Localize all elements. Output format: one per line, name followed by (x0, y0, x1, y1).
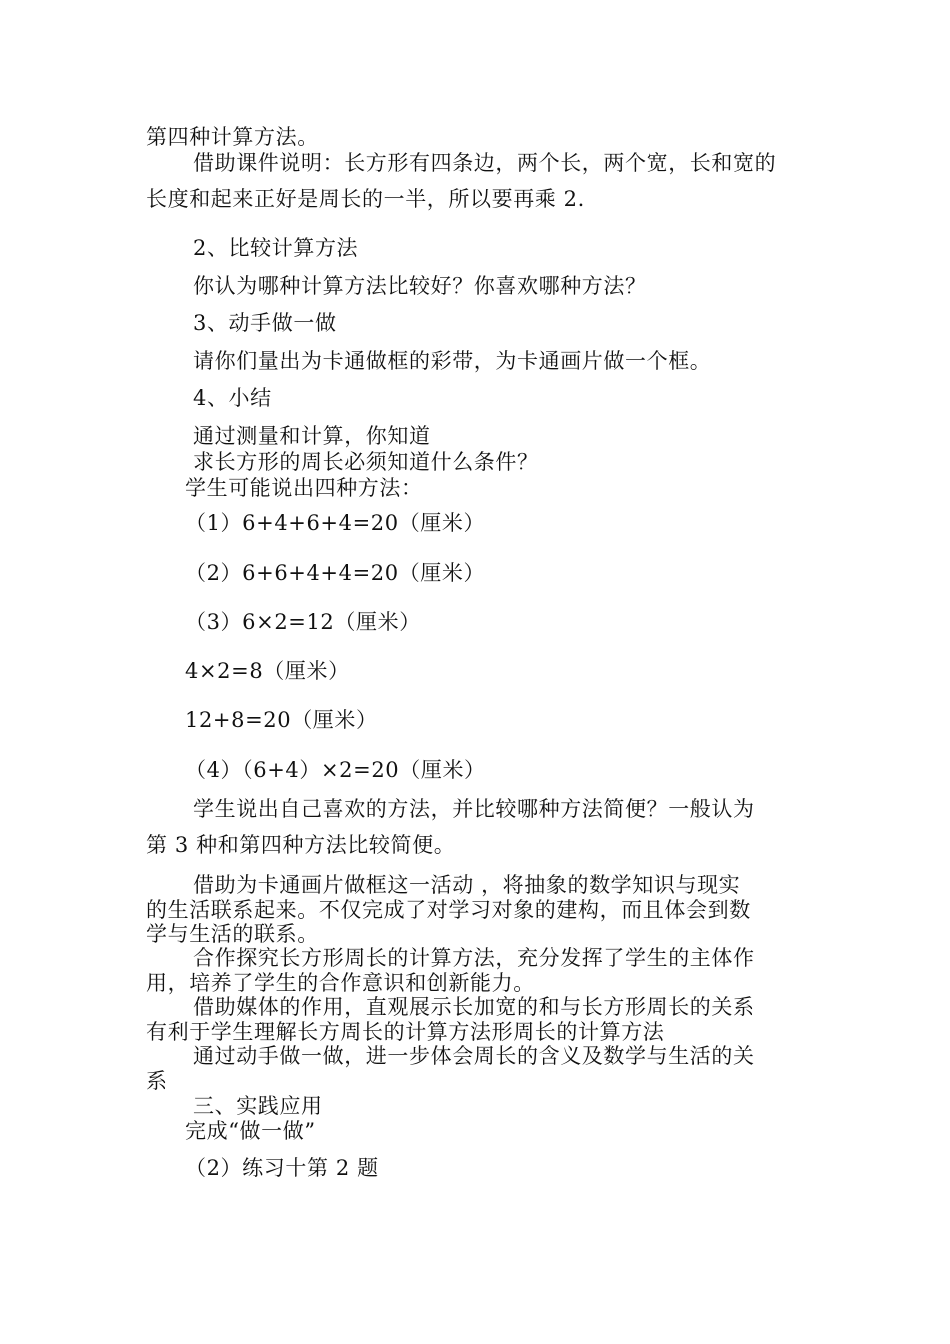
formula-line: （4）（6+4）×2=20（厘米） (185, 758, 486, 782)
text-line: 系 (146, 1069, 168, 1093)
formula-line: （3）6×2=12（厘米） (185, 610, 421, 634)
text-line: 合作探究长方形周长的计算方法，充分发挥了学生的主体作 (193, 946, 755, 970)
formula-line: 12+8=20（厘米） (185, 708, 378, 732)
text-line: 学生说出自己喜欢的方法，并比较哪种方法简便？一般认为 (193, 797, 755, 821)
text-line: 你认为哪种计算方法比较好？你喜欢哪种方法？ (193, 274, 647, 298)
text-line: 学与生活的联系。 (146, 922, 319, 946)
text-line: 借助媒体的作用，直观展示长加宽的和与长方形周长的关系 (193, 995, 755, 1019)
text-line: 用，培养了学生的合作意识和创新能力。 (146, 971, 535, 995)
section-heading: 三、实践应用 (193, 1094, 323, 1118)
text-line: 长度和起来正好是周长的一半，所以要再乘 2. (146, 187, 585, 211)
section-heading: 2、比较计算方法 (193, 236, 359, 260)
formula-line: （1）6+4+6+4=20（厘米） (185, 511, 486, 535)
section-heading: 4、小结 (193, 386, 272, 410)
text-line: 请你们量出为卡通做框的彩带，为卡通画片做一个框。 (193, 349, 712, 373)
text-line: （2）练习十第 2 题 (185, 1156, 379, 1180)
text-line: 借助课件说明：长方形有四条边，两个长，两个宽，长和宽的 (193, 151, 777, 175)
text-line: 学生可能说出四种方法： (185, 476, 423, 500)
formula-line: （2）6+6+4+4=20（厘米） (185, 561, 486, 585)
text-line: 的生活联系起来。不仅完成了对学习对象的建构，而且体会到数 (146, 898, 751, 922)
text-line: 完成“做一做” (185, 1119, 316, 1143)
text-line: 有利于学生理解长方周长的计算方法形周长的计算方法 (146, 1020, 665, 1044)
section-heading: 3、动手做一做 (193, 311, 337, 335)
text-line: 通过测量和计算，你知道 (193, 424, 431, 448)
text-line: 第 3 种和第四种方法比较简便。 (146, 833, 456, 857)
text-line: 借助为卡通画片做框这一活动 ，将抽象的数学知识与现实 (193, 873, 741, 897)
text-line: 第四种计算方法。 (146, 125, 319, 149)
text-line: 求长方形的周长必须知道什么条件？ (193, 450, 539, 474)
formula-line: 4×2=8（厘米） (185, 659, 350, 683)
text-line: 通过动手做一做，进一步体会周长的含义及数学与生活的关 (193, 1044, 755, 1068)
